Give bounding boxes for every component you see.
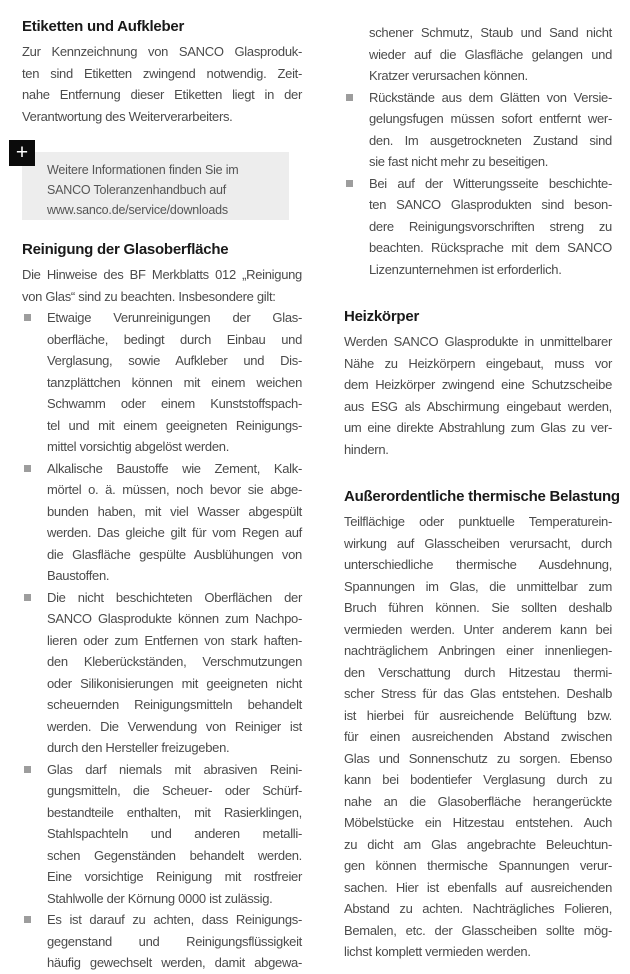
text-line: lieren oder zum Entfernen von stark haften-	[47, 632, 302, 648]
text-line: den. Im ausgetrockneten Zustand sind	[369, 132, 612, 148]
text-line: nachträglichem Anbringen einer innenliegen-	[344, 643, 612, 658]
text-line: vermieden werden. Unter anderem kann bei	[344, 621, 612, 637]
paragraph	[22, 41, 302, 127]
plus-icon: +	[9, 140, 35, 166]
text-line: mörtel o. ä. müssen, noch bevor sie abge-	[47, 482, 302, 497]
text-line: den Verschattung durch Hitzestau thermi-	[344, 664, 612, 680]
infobox-line: www.sanco.de/service/downloads	[47, 203, 228, 217]
column-right	[344, 16, 620, 963]
section-heading: Reinigung der Glasoberfläche	[22, 241, 229, 258]
text-line: Schwamm oder einem Kunststoffspach-	[47, 396, 302, 411]
text-line: unterschiedliche thermische Ausdehnung,	[344, 557, 612, 572]
text-line: oberfläche, bedingt durch Einbau und	[47, 331, 302, 347]
bullet-square-icon	[24, 465, 31, 472]
bullet-square-icon	[24, 314, 31, 321]
section-heading: Heizkörper	[344, 308, 420, 325]
text-line: bestandteile enthalten, mit Rasierklingen,	[47, 804, 302, 820]
text-line: gungsmitteln, die Scheuer- oder Schürf-	[47, 783, 302, 798]
text-line: Zur Kennzeichnung von SANCO Glasproduk-	[22, 44, 302, 59]
bullet-text	[47, 307, 302, 458]
paragraph	[344, 331, 612, 460]
infobox-line: SANCO Toleranzenhandbuch auf	[47, 183, 227, 197]
text-line: Abstand zu achten. Nachträgliches Folieren,	[344, 901, 612, 916]
text-line: beachten. Rücksprache mit dem SANCO	[369, 240, 612, 255]
text-line: Stahlwolle der Körnung 0000 ist zulässig.	[47, 890, 273, 906]
text-line: Etwaige Verunreinigungen der Glas-	[47, 310, 302, 325]
text-line: scheuernden Reinigungsmitteln behandelt	[47, 697, 302, 712]
bullet-item	[344, 173, 612, 281]
bullet-text	[369, 87, 612, 173]
text-line: häufig gewechselt werden, damit abgewa-	[47, 955, 302, 970]
text-line: sie fast nicht mehr zu beseitigen.	[369, 154, 549, 169]
text-line: Es ist darauf zu achten, dass Reinigungs-	[47, 912, 302, 927]
text-line: Lizenzunternehmen ist erforderlich.	[369, 261, 562, 277]
bullet-item	[22, 587, 302, 759]
bullet-item	[344, 87, 612, 173]
text-line: Verglasung, sowie Aufkleber und Dis-	[47, 353, 302, 368]
info-box	[15, 141, 289, 220]
infobox-line: Weitere Informationen finden Sie im	[47, 163, 239, 177]
text-line: gegenstand und Reinigungsflüssigkeit	[47, 933, 302, 949]
bullet-text	[369, 173, 612, 281]
bullet-square-icon	[346, 180, 353, 187]
bullet-square-icon	[24, 766, 31, 773]
bullet-text	[47, 909, 302, 974]
text-line: Kratzer verursachen können.	[369, 68, 528, 83]
text-line: nahe Entfernung dieser Etiketten liegt in der	[22, 87, 302, 102]
text-line: Rückstände aus dem Glätten von Versie-	[369, 89, 612, 105]
text-line: Möbelstücke ein Hitzestau entstehen. Auch	[344, 815, 612, 830]
text-line: werden. Die Verwendung von Reiniger ist	[47, 718, 302, 734]
text-line: Stahlspachteln und anderen metalli-	[47, 826, 302, 841]
text-line: ten SANCO Glasprodukten sind beson-	[369, 197, 612, 212]
text-line: SANCO Glasprodukte können zum Nachpo-	[47, 611, 302, 626]
text-line: den Kleberückständen, Verschmutzungen	[47, 654, 302, 669]
text-line: Glas und Sonnenschutz zu sorgen. Ebenso	[344, 750, 612, 766]
text-line: Die nicht beschichteten Oberflächen der	[47, 589, 302, 605]
bullet-text	[47, 759, 302, 910]
text-line: gelungsfugen müssen sofort entfernt wer-	[369, 111, 612, 126]
text-line: lichst komplett vermieden werden.	[344, 944, 531, 959]
text-line: scher Stress für das Glas entstehen. Deshalb	[344, 686, 612, 701]
text-line: sachen. Hier ist ebenfalls auf ausreichenden	[344, 879, 612, 895]
bullet-item	[22, 909, 302, 974]
paragraph	[22, 264, 302, 307]
text-line: Bruch führen können. Sie sollten deshalb	[344, 600, 612, 615]
paragraph	[344, 511, 612, 963]
text-line: oder Silikonisierungen mit geeigneten nicht	[47, 675, 302, 691]
text-line: mittel vorsichtig abgelöst werden.	[47, 439, 230, 454]
text-line: von Glas“ sind zu beachten. Insbesondere gilt:	[22, 288, 276, 304]
infobox-text	[47, 160, 289, 220]
text-line: Baustoffen.	[47, 568, 110, 583]
bullet-item	[22, 307, 302, 458]
bullet-text	[47, 458, 302, 587]
bullet-text	[47, 587, 302, 759]
text-line: Werden SANCO Glasprodukte in unmittelbarer	[344, 334, 612, 349]
text-line: bunden haben, mit viel Wasser abgespült	[47, 503, 302, 519]
text-line: tel und mit einem geeigneten Reinigungs-	[47, 417, 302, 433]
text-line: aus ESG als Abschirmung eingebaut werden,	[344, 398, 612, 414]
text-line: schener Schmutz, Staub und Sand nicht	[369, 25, 612, 40]
text-line: kann bei bodentiefer Verglasung durch zu	[344, 772, 612, 787]
text-line: Alkalische Baustoffe wie Zement, Kalk-	[47, 460, 302, 476]
text-line: Nähe zu Heizkörpern eingebaut, muss vor	[344, 355, 612, 371]
text-line: hindern.	[344, 441, 389, 457]
text-line: werden. Das gleiche gilt für vom Regen auf	[47, 525, 302, 540]
text-line: tanzplättchen können mit einem weichen	[47, 374, 302, 390]
text-line: die Glasfläche gespülte Ausblühungen von	[47, 546, 302, 562]
text-line: um eine direkte Abstrahlung zum Glas zu ver-	[344, 420, 612, 435]
text-line: durch den Hersteller freizugeben.	[47, 740, 230, 755]
text-line: Bei auf der Witterungsseite beschichte-	[369, 175, 612, 191]
bullet-square-icon	[24, 594, 31, 601]
bullet-square-icon	[346, 94, 353, 101]
text-line: nahe an die Glasoberfläche herangerückte	[344, 793, 612, 809]
text-line: Spannungen im Glas, die unmittelbar zum	[344, 578, 612, 594]
text-line: ist hierbei für ausreichende Belüftung bzw.	[344, 707, 612, 723]
text-line: dere Reinigungsvorschriften streng zu	[369, 218, 612, 234]
text-line: wieder auf die Glasfläche gelangen und	[369, 46, 612, 62]
section-heading: Außerordentliche thermische Belastung	[344, 488, 620, 505]
text-line: schen Gegenständen behandelt werden.	[47, 847, 302, 863]
text-line: Eine vorsichtige Reinigung mit rostfreier	[47, 869, 302, 884]
text-line: Die Hinweise des BF Merkblatts 012 „Reinigung	[22, 267, 302, 282]
text-line: dem Heizkörper zwingend eine Schutzscheibe	[344, 377, 612, 392]
text-line: Teilflächige oder punktuelle Temperaturein-	[344, 514, 612, 529]
text-line: für einen ausreichenden Abstand zwischen	[344, 729, 612, 744]
section-heading: Etiketten und Aufkleber	[22, 18, 185, 35]
text-line: Glas darf niemals mit abrasiven Reini-	[47, 761, 302, 777]
text-line: ten sind Etiketten zwingend notwendig. Zeit-	[22, 65, 302, 81]
column-left	[15, 16, 302, 974]
bullet-item	[22, 759, 302, 910]
text-line: Verantwortung des Weiterverarbeiters.	[22, 108, 233, 124]
text-line: zu dicht am Glas angebrachte Beleuchtun-	[344, 836, 612, 852]
continuation-text	[344, 22, 612, 87]
text-line: Bemalen, etc. der Glasscheiben sollte mög-	[344, 922, 612, 938]
text-line: gen können thermische Spannungen verur-	[344, 858, 612, 873]
bullet-square-icon	[24, 916, 31, 923]
text-line: wirkung auf Glasscheiben verursacht, durch	[344, 535, 612, 551]
bullet-item	[22, 458, 302, 587]
